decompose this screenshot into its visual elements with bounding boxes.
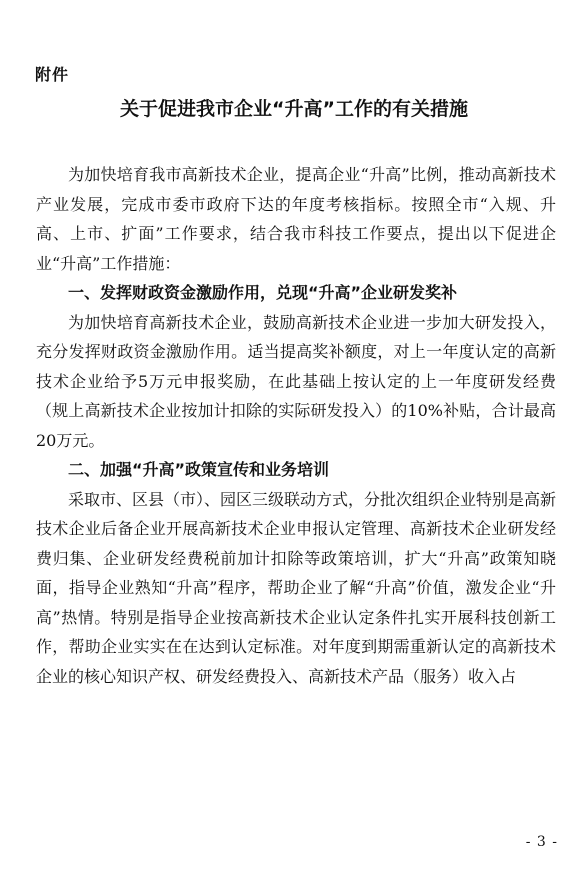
intro-paragraph: 为加快培育我市高新技术企业，提高企业“升高”比例，推动高新技术产业发展，完成市委市政府下达的年度考核指标。按照全市“入规、升高、上市、扩面”工作要求，结合我市科技工作要点，提出以下促进企业“升高”工作措施：	[36, 165, 556, 273]
section-1-paragraph: 为加快培育高新技术企业，鼓励高新技术企业进一步加大研发投入，充分发挥财政资金激励作用。适当提高奖补额度，对上一年度认定的高新技术企业给予5万元申报奖励，在此基础上按认定的上一年度研发经费（规上高新技术企业按加计扣除的实际研发投入）的10%补贴，合计最高20万元。	[36, 312, 556, 450]
section-1-heading: 一、发挥财政资金激励作用，兑现“升高”企业研发奖补	[68, 283, 458, 302]
attachment-label: 附件	[35, 65, 70, 84]
page-number: - 3 -	[525, 834, 558, 850]
document-body	[36, 160, 556, 691]
document-title: 关于促进我市企业“升高”工作的有关措施	[120, 98, 468, 120]
section-2-paragraph: 采取市、区县（市）、园区三级联动方式，分批次组织企业特别是高新技术企业后备企业开展高新技术企业申报认定管理、高新技术企业研发经费归集、企业研发经费税前加计扣除等政策培训，扩大“升高”政策知晓面，指导企业熟知“升高”程序，帮助企业了解“升高”价值，激发企业“升高”热情。特别是指导企业按高新技术企业认定条件扎实开展科技创新工作，帮助企业实实在在达到认定标准。对年度到期需重新认定的高新技术企业的核心知识产权、研发经费投入、高新技术产品（服务）收入占	[36, 489, 557, 686]
section-2-heading: 二、加强“升高”政策宣传和业务培训	[68, 460, 330, 479]
